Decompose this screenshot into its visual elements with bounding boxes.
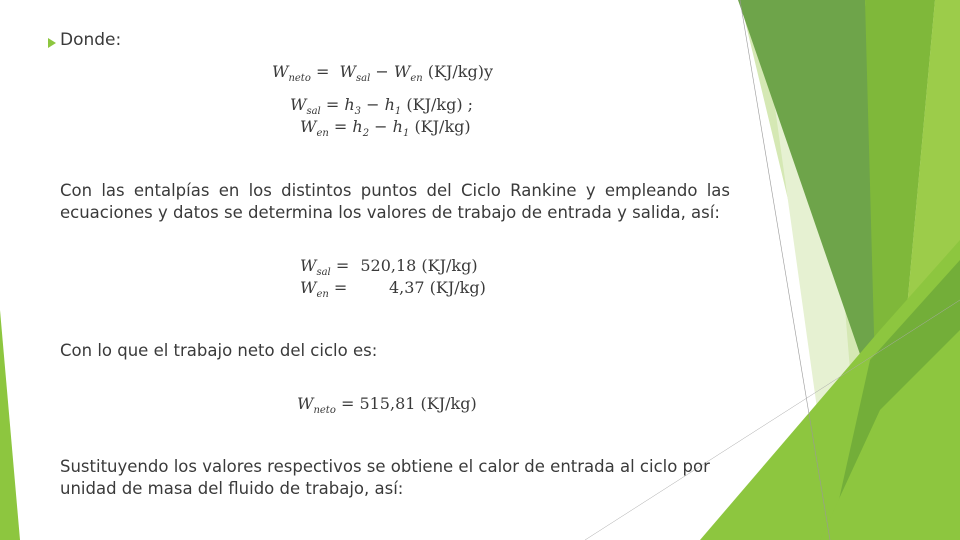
result-wneto: $W_{neto} = 515,81$ (KJ/kg) <box>297 394 477 417</box>
facet-left <box>0 310 20 540</box>
paragraph-heat: Sustituyendo los valores respectivos se obtiene el calor de entrada al ciclo por unidad de masa del fluido de trabajo, así: <box>60 457 710 498</box>
heading: Donde: <box>60 30 122 50</box>
equation-wneto: $W_{neto} = W_{sal} - W_{en}$ (KJ/kg)y <box>272 62 493 85</box>
bullet-icon <box>48 38 56 48</box>
equation-wsal: $W_{sal} = h_3 - h_1$ (KJ/kg) ; <box>290 95 474 118</box>
paragraph-intro: Con las entalpías en los distintos puntos del Ciclo Rankine y empleando las ecuaciones y datos se determina los valores de trabajo de entrada y salida, así: <box>60 181 730 222</box>
result-wen: $W_{en} = 4,37$ (KJ/kg) <box>300 278 486 301</box>
equation-wen: $W_{en} = h_2 - h_1$ (KJ/kg) <box>300 117 471 140</box>
result-wsal: $W_{sal} = 520,18$ (KJ/kg) <box>300 256 478 279</box>
paragraph-net: Con lo que el trabajo neto del ciclo es: <box>60 341 378 360</box>
